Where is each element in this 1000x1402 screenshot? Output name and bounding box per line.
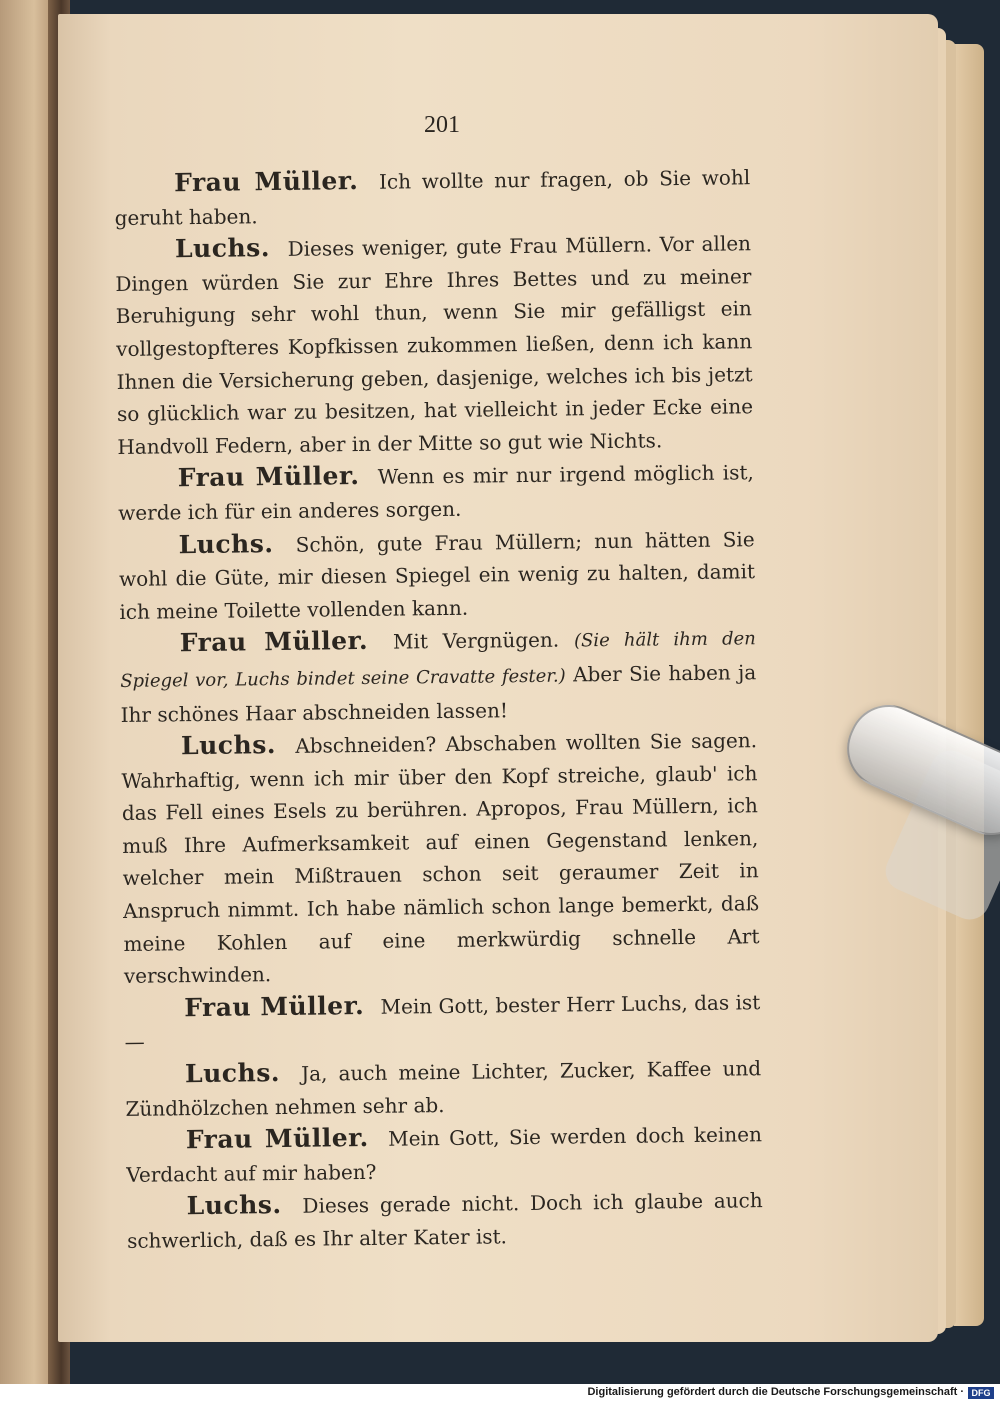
dialogue-paragraph [118,456,755,530]
dialogue-paragraph [118,522,755,629]
line-text: Mein Gott, Sie werden doch keinen Verdacht auf mir haben? [126,1122,763,1187]
dialogue-paragraph [121,723,760,993]
speaker-name: Luchs. [180,730,277,761]
speaker-name: Luchs. [178,528,274,559]
dialogue-paragraph [120,621,757,732]
speaker-name: Luchs. [174,233,271,264]
speaker-name: Luchs. [186,1190,282,1221]
line-text: Dieses gerade nicht. Doch ich glaube auch schwerlich, daß es Ihr alter Kater ist. [126,1188,763,1253]
speaker-name: Luchs. [184,1058,281,1089]
line-text: Dieses weniger, gute Frau Müllern. Vor allen Dingen würden Sie zur Ehre Ihres Bettes und zu meiner Beruhigung sehr wohl thun, wenn Sie mir gefälligst ein vollgestopfteres Kopfkissen zukommen ließen, denn ich kann Ihnen die Versicherung geben, dasjenige, welches ich bis jetzt so glücklich war zu besitzen, hat vielleicht in jeder Ecke eine Handvoll Federn, aber in der Mitte so gut wie Nichts. [115,231,754,459]
dfg-logo: DFG [968,1387,994,1399]
dialogue-paragraph [126,1117,763,1191]
line-text: Ich wollte nur fragen, ob Sie wohl geruht haben. [114,165,751,230]
line-text: Wenn es mir nur irgend möglich ist, werde ich für ein anderes sorgen. [118,460,754,525]
speaker-name: Frau Müller. [174,166,359,198]
line-text: Abschneiden? Abschaben wollten Sie sagen. Wahrhaftig, wenn ich mir über den Kopf streiche, glaub' ich das Fell eines Esels zu berühren. Apropos, Frau Müllern, ich muß Ihre Aufmerksamkeit auf einen Gegenstand lenken, welcher mein Mißtrauen schon seit geraumer Zeit in Anspruch nimmt. Ich habe nämlich schon lange bemerkt, daß meine Kohlen auf eine merkwürdig schnelle Art verschwinden. [121,728,760,989]
dialogue-paragraph [127,1184,764,1258]
line-text: Mein Gott, bester Herr Luchs, das ist — [124,990,761,1055]
dialogue-paragraph [125,1051,762,1125]
page-number: 201 [424,112,460,138]
line-text: Schön, gute Frau Müllern; nun hätten Sie wohl die Güte, mir diesen Spiegel ein wenig zu halten, damit ich meine Toilette vollenden kann. [118,526,756,624]
footer-bar [0,1384,1000,1402]
dialogue-paragraph [124,985,761,1059]
dialogue-paragraph [115,226,754,463]
funding-credit: Digitalisierung gefördert durch die Deutsche Forschungsgemeinschaft · [587,1386,964,1398]
speaker-name: Frau Müller. [184,990,365,1023]
line-text: Ja, auch meine Lichter, Zucker, Kaffee und Zündhölzchen nehmen sehr ab. [125,1056,762,1121]
line-text: Mit Vergnügen. [392,627,560,654]
speaker-name: Frau Müller. [185,1123,369,1155]
stage-direction: (Sie hält ihm den Spiegel vor, Luchs bindet seine Cravatte fester.) [120,628,756,692]
dialogue-text [114,160,763,1257]
page-stack-edge [954,44,984,1326]
speaker-name: Frau Müller. [179,626,369,658]
dialogue-paragraph [114,160,751,234]
line-text-continued: Aber Sie haben ja Ihr schönes Haar abschneiden lassen! [120,660,757,727]
speaker-name: Frau Müller. [177,461,360,493]
